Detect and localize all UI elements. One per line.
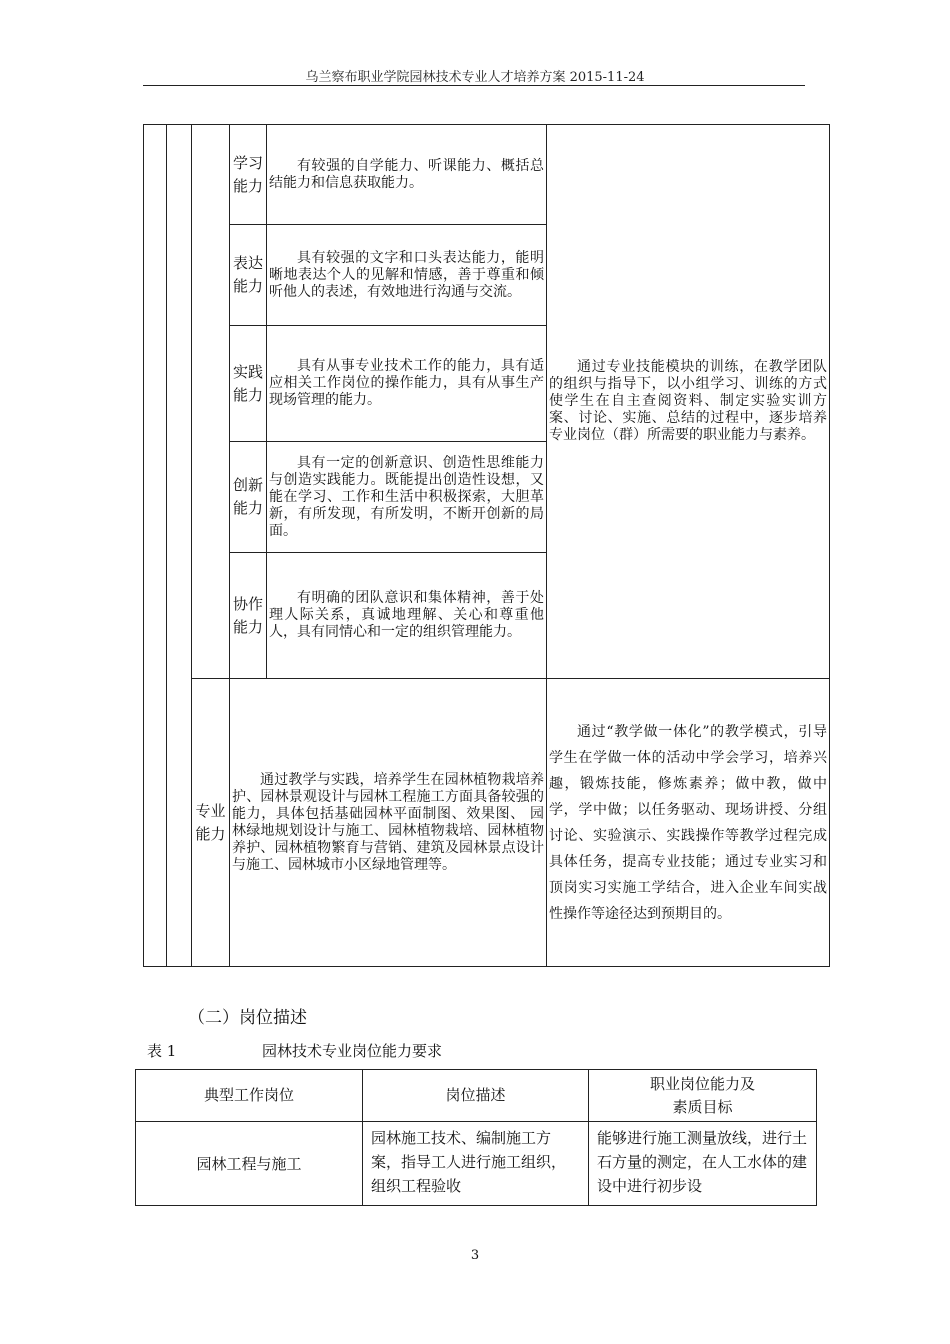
professional-ability-label: 专业能力 [192, 679, 230, 967]
ability-desc-learning: 有较强的自学能力、听课能力、概括总结能力和信息获取能力。 [267, 125, 547, 225]
job-description-cell: 园林施工技术、编制施工方案，指导工人进行施工组织，组织工程验收 [363, 1122, 589, 1206]
abilities-training-method: 通过专业技能模块的训练，在教学团队的组织与指导下，以小组学习、训练的方式使学生在自主查阅资料、制定实验实训方案、讨论、实施、总结的过程中，逐步培养专业岗位（群）所需要的职业能力与素养。 [547, 125, 830, 679]
professional-ability-desc: 通过教学与实践，培养学生在园林植物栽培养护、园林景观设计与园林工程施工方面具备较强的能力，具体包括基础园林平面制图、效果图、 园林绿地规划设计与施工、园林植物栽培、园林植物养护、园林植物繁育与营销、建筑及园林景点设计与施工、园林城市小区绿地管理等。 [230, 679, 547, 967]
outer-column-1 [144, 125, 167, 967]
ability-label-practice: 实践能力 [230, 326, 267, 442]
header-typical-position: 典型工作岗位 [136, 1070, 363, 1122]
ability-label-innovation: 创新能力 [230, 442, 267, 553]
job-ability-table [135, 1069, 817, 1206]
ability-label-cooperation: 协作能力 [230, 553, 267, 679]
page-number: 3 [470, 1248, 480, 1263]
header-ability-goal [589, 1070, 817, 1122]
table-number: 表 1 [147, 1042, 177, 1060]
header-divider [143, 85, 805, 86]
ability-desc-expression: 具有较强的文字和口头表达能力，能明晰地表达个人的见解和情感，善于尊重和倾听他人的表述，有效地进行沟通与交流。 [267, 225, 547, 326]
header-position-description: 岗位描述 [363, 1070, 589, 1122]
section-title: （二）岗位描述 [188, 1008, 307, 1028]
ability-label-learning: 学习能力 [230, 125, 267, 225]
header-ability-goal-line2: 素质目标 [672, 1097, 733, 1116]
ability-desc-cooperation: 有明确的团队意识和集体精神，善于处理人际关系，真诚地理解、关心和尊重他人，具有同情心和一定的组织管理能力。 [267, 553, 547, 679]
ability-table [143, 124, 830, 967]
professional-training-method: 通过“教学做一体化”的教学模式，引导学生在学做一体的活动中学会学习，培养兴趣，锻炼技能，修炼素养；做中教，做中学，学中做；以任务驱动、现场讲授、分组讨论、实验演示、实践操作等教学过程完成具体任务，提高专业技能；通过专业实习和顶岗实习实施工学结合，进入企业车间实战性操作等途径达到预期目的。 [547, 679, 830, 967]
job-ability-cell: 能够进行施工测量放线，进行土石方量的测定，在人工水体的建设中进行初步设 [589, 1122, 817, 1206]
ability-group-column [192, 125, 230, 679]
table-caption: 园林技术专业岗位能力要求 [262, 1042, 443, 1060]
ability-desc-innovation: 具有一定的创新意识、创造性思维能力与创造实践能力。既能提出创造性设想，又能在学习、工作和生活中积极探索，大胆革新，有所发现，有所发明，不断开创新的局面。 [267, 442, 547, 553]
page-header: 乌兰察布职业学院园林技术专业人才培养方案 2015-11-24 [305, 70, 645, 85]
ability-label-expression: 表达能力 [230, 225, 267, 326]
ability-desc-practice: 具有从事专业技术工作的能力，具有适应相关工作岗位的操作能力，具有从事生产现场管理的能力。 [267, 326, 547, 442]
job-position-cell: 园林工程与施工 [136, 1122, 363, 1206]
header-ability-goal-line1: 职业岗位能力及 [649, 1074, 755, 1093]
outer-column-2 [167, 125, 192, 967]
